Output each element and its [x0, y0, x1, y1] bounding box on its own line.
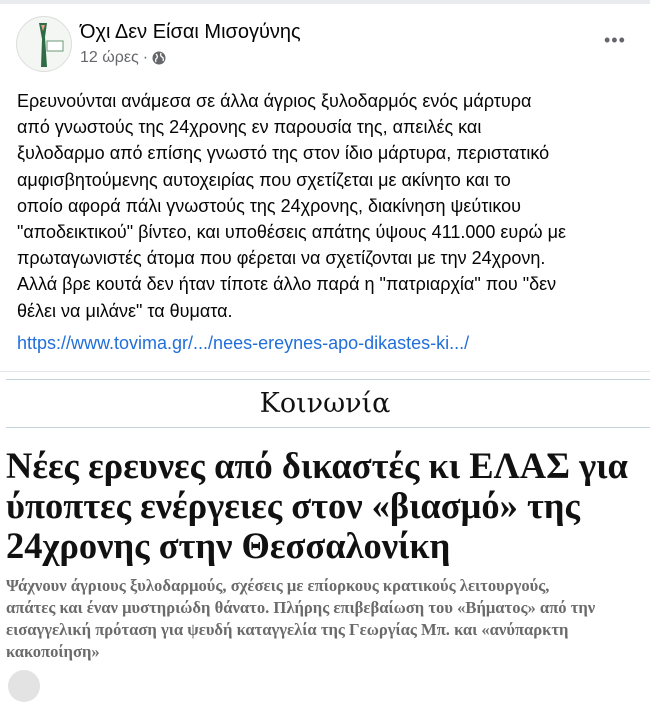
lede-line: απάτες και έναν μυστηριώδη θάνατο. Πλήρης επιβεβαίωση του «Βήματος» από την	[6, 598, 596, 617]
author-avatar-partial	[8, 670, 40, 702]
page-logo-icon	[17, 17, 71, 71]
article-lede	[6, 575, 595, 663]
article-headline[interactable]	[6, 446, 628, 566]
post-body-line: θέλει να μιλάνε" τα θυματα.	[17, 300, 233, 321]
lede-line: κακοποίηση»	[6, 642, 100, 661]
lede-line: Ψάχνουν άγριους ξυλοδαρμούς, σχέσεις με επίορκους κρατικούς λειτουργούς,	[6, 576, 550, 595]
article-section-label: Κοινωνία	[259, 388, 391, 419]
article-link[interactable]: https://www.tovima.gr/.../nees-ereynes-apo-dikastes-ki.../	[17, 333, 470, 353]
post-body-line: "αποδεικτικού" βίντεο, και υποθέσεις απάτης ύψους 411.000 ευρώ με	[17, 221, 566, 242]
post-body-line: Αλλά βρε κουτά δεν ήταν τίποτε άλλο παρά η "πατριαρχία" που "δεν	[17, 274, 557, 295]
page-avatar[interactable]	[16, 16, 72, 72]
headline-line: ύποπτες ενέργειες στον «βιασμό» της	[6, 485, 580, 526]
post-meta	[80, 48, 166, 68]
section-rule-bottom	[6, 427, 650, 428]
meta-separator: ·	[142, 49, 149, 66]
feed-top-divider	[0, 0, 650, 4]
post-body-line: από γνωστούς της 24χρονης εν παρουσία της, απειλές και	[17, 117, 482, 138]
post-body-line: Ερευνούνται ανάμεσα σε άλλα άγριος ξυλοδαρμός ενός μάρτυρα	[17, 91, 532, 111]
globe-icon	[152, 51, 166, 65]
headline-line: 24χρονης στην Θεσσαλονίκη	[6, 525, 451, 566]
link-preview-divider	[0, 371, 650, 372]
lede-line: εισαγγελική πρόταση για ψευδή καταγγελία της Γεωργίας Μπ. και «ανύπαρκτη	[6, 620, 569, 639]
section-rule-top	[6, 379, 650, 380]
post-body-line: πρωταγωνιστές άτομα που φέρεται να σχετίζονται με την 24χρονη.	[17, 248, 546, 269]
more-options-button[interactable]: •••	[604, 30, 626, 50]
post-body-line: ξυλοδαρμο από επίσης γνωστό της στον ίδιο μάρτυρα, περιστατικό	[17, 143, 550, 164]
post-body-line: οποίο αφορά πάλι γνωστούς της 24χρονης, διακίνηση ψεύτικου	[17, 195, 521, 216]
page-name[interactable]: Όχι Δεν Είσαι Μισογύνης	[80, 21, 301, 43]
post-body-line: αμφισβητούμενης αυτοχειρίας που σχετίζεται με ακίνητο και το	[17, 169, 511, 190]
post-timestamp[interactable]: 12 ώρες	[80, 49, 139, 66]
post-body	[17, 88, 566, 324]
headline-line: Νέες ερευνες από δικαστές κι ΕΛΑΣ για	[6, 445, 628, 486]
